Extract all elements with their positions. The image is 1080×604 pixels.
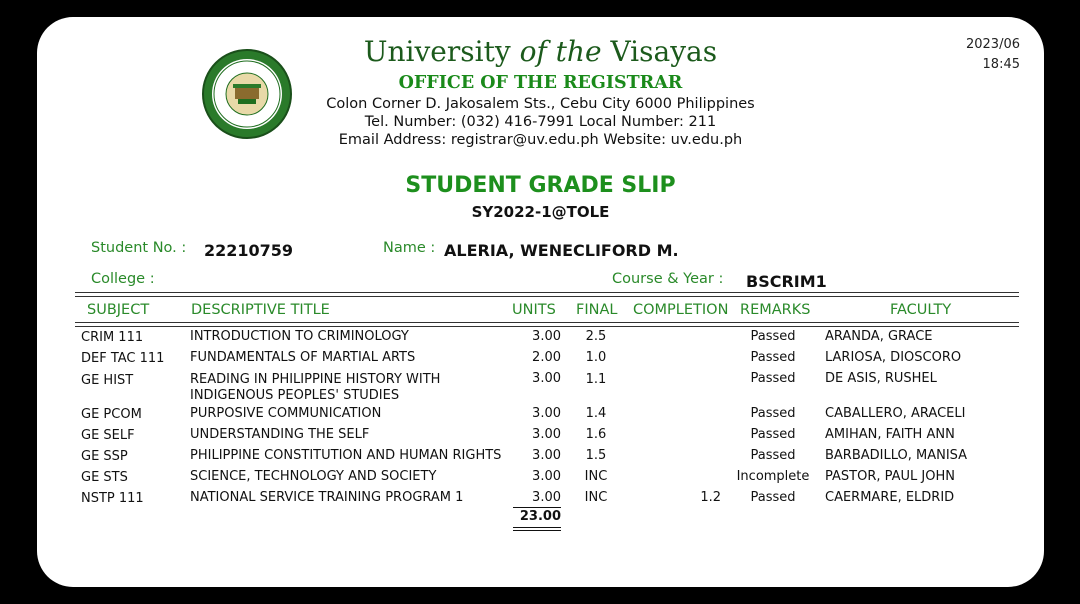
school-year: SY2022-1@TOLE xyxy=(471,203,610,221)
final-cell: 2.5 xyxy=(585,329,607,344)
subject-cell: GE SSP xyxy=(81,449,128,464)
office-title: OFFICE OF THE REGISTRAR xyxy=(398,73,683,93)
col-header-units: UNITS xyxy=(512,302,556,318)
units-cell: 3.00 xyxy=(532,427,561,442)
completion-cell: 1.2 xyxy=(700,490,721,505)
final-cell: 1.6 xyxy=(585,427,607,442)
total-double-rule-2 xyxy=(513,530,561,531)
remarks-cell: Passed xyxy=(750,406,796,421)
timestamp-time: 18:45 xyxy=(982,57,1020,72)
title-cell: NATIONAL SERVICE TRAINING PROGRAM 1 xyxy=(190,490,464,505)
final-cell: 1.5 xyxy=(585,448,607,463)
faculty-cell: LARIOSA, DIOSCORO xyxy=(825,350,962,365)
col-header-final: FINAL xyxy=(576,302,618,318)
faculty-cell: CABALLERO, ARACELI xyxy=(825,406,966,421)
remarks-cell: Passed xyxy=(750,371,796,386)
total-units: 23.00 xyxy=(519,509,561,524)
faculty-cell: PASTOR, PAUL JOHN xyxy=(825,469,955,484)
course-year-label: Course & Year : xyxy=(612,271,724,287)
title-cell: INTRODUCTION TO CRIMINOLOGY xyxy=(190,329,409,344)
subject-cell: DEF TAC 111 xyxy=(81,351,165,366)
subject-cell: CRIM 111 xyxy=(81,330,144,345)
faculty-cell: BARBADILLO, MANISA xyxy=(825,448,968,463)
remarks-cell: Passed xyxy=(750,329,796,344)
university-name: University of the Visayas xyxy=(363,35,718,68)
faculty-cell: ARANDA, GRACE xyxy=(825,329,933,344)
course-year-value: BSCRIM1 xyxy=(746,272,827,291)
final-cell: INC xyxy=(584,490,608,505)
col-header-title: DESCRIPTIVE TITLE xyxy=(191,302,330,318)
units-cell: 3.00 xyxy=(532,406,561,421)
title-cell: READING IN PHILIPPINE HISTORY WITH xyxy=(190,372,441,387)
remarks-cell: Passed xyxy=(750,427,796,442)
final-cell: 1.1 xyxy=(585,372,607,387)
remarks-cell: Passed xyxy=(750,448,796,463)
title-cell: SCIENCE, TECHNOLOGY AND SOCIETY xyxy=(190,469,437,484)
address-line: Colon Corner D. Jakosalem Sts., Cebu City 6000 Philippines xyxy=(326,96,755,112)
subject-cell: GE STS xyxy=(81,470,128,485)
col-header-faculty: FACULTY xyxy=(890,302,952,318)
final-cell: INC xyxy=(584,469,608,484)
units-cell: 2.00 xyxy=(532,350,561,365)
title-cell-continued: INDIGENOUS PEOPLES' STUDIES xyxy=(190,388,400,403)
units-cell: 3.00 xyxy=(532,490,561,505)
final-cell: 1.4 xyxy=(585,406,607,421)
total-double-rule xyxy=(513,527,561,528)
subject-cell: GE PCOM xyxy=(81,407,142,422)
units-cell: 3.00 xyxy=(532,469,561,484)
name-label: Name : xyxy=(383,240,436,256)
subject-cell: NSTP 111 xyxy=(81,491,144,506)
title-cell: PURPOSIVE COMMUNICATION xyxy=(190,406,382,421)
title-cell: UNDERSTANDING THE SELF xyxy=(190,427,370,442)
title-cell: FUNDAMENTALS OF MARTIAL ARTS xyxy=(190,350,416,365)
remarks-cell: Passed xyxy=(750,490,796,505)
header-rule-bottom xyxy=(75,322,1019,323)
total-rule xyxy=(513,507,561,508)
units-cell: 3.00 xyxy=(532,329,561,344)
subject-cell: GE HIST xyxy=(81,373,134,388)
subject-cell: GE SELF xyxy=(81,428,135,443)
col-header-remarks: REMARKS xyxy=(740,302,811,318)
phone-line: Tel. Number: (032) 416-7991 Local Number: 211 xyxy=(364,114,717,130)
col-header-subject: SUBJECT xyxy=(87,302,150,318)
email-line: Email Address: registrar@uv.edu.ph Website: uv.edu.ph xyxy=(338,132,743,148)
student-name-value: ALERIA, WENECLIFORD M. xyxy=(444,241,679,260)
col-header-completion: COMPLETION xyxy=(633,302,729,318)
student-no-label: Student No. : xyxy=(91,240,187,256)
remarks-cell: Passed xyxy=(750,350,796,365)
remarks-cell: Incomplete xyxy=(736,469,810,484)
title-cell: PHILIPPINE CONSTITUTION AND HUMAN RIGHTS xyxy=(190,448,502,463)
header-rule-top-2 xyxy=(75,296,1019,297)
units-cell: 3.00 xyxy=(532,371,561,386)
units-cell: 3.00 xyxy=(532,448,561,463)
page-title: STUDENT GRADE SLIP xyxy=(405,173,676,198)
faculty-cell: CAERMARE, ELDRID xyxy=(825,490,955,505)
college-label: College : xyxy=(91,271,155,287)
faculty-cell: AMIHAN, FAITH ANN xyxy=(825,427,955,442)
timestamp-date: 2023/06 xyxy=(965,37,1020,52)
grade-slip-card xyxy=(37,17,1044,587)
header-rule-top xyxy=(75,292,1019,293)
header-rule-bottom-2 xyxy=(75,326,1019,327)
final-cell: 1.0 xyxy=(585,350,607,365)
student-no-value: 22210759 xyxy=(204,241,294,260)
faculty-cell: DE ASIS, RUSHEL xyxy=(825,371,937,386)
